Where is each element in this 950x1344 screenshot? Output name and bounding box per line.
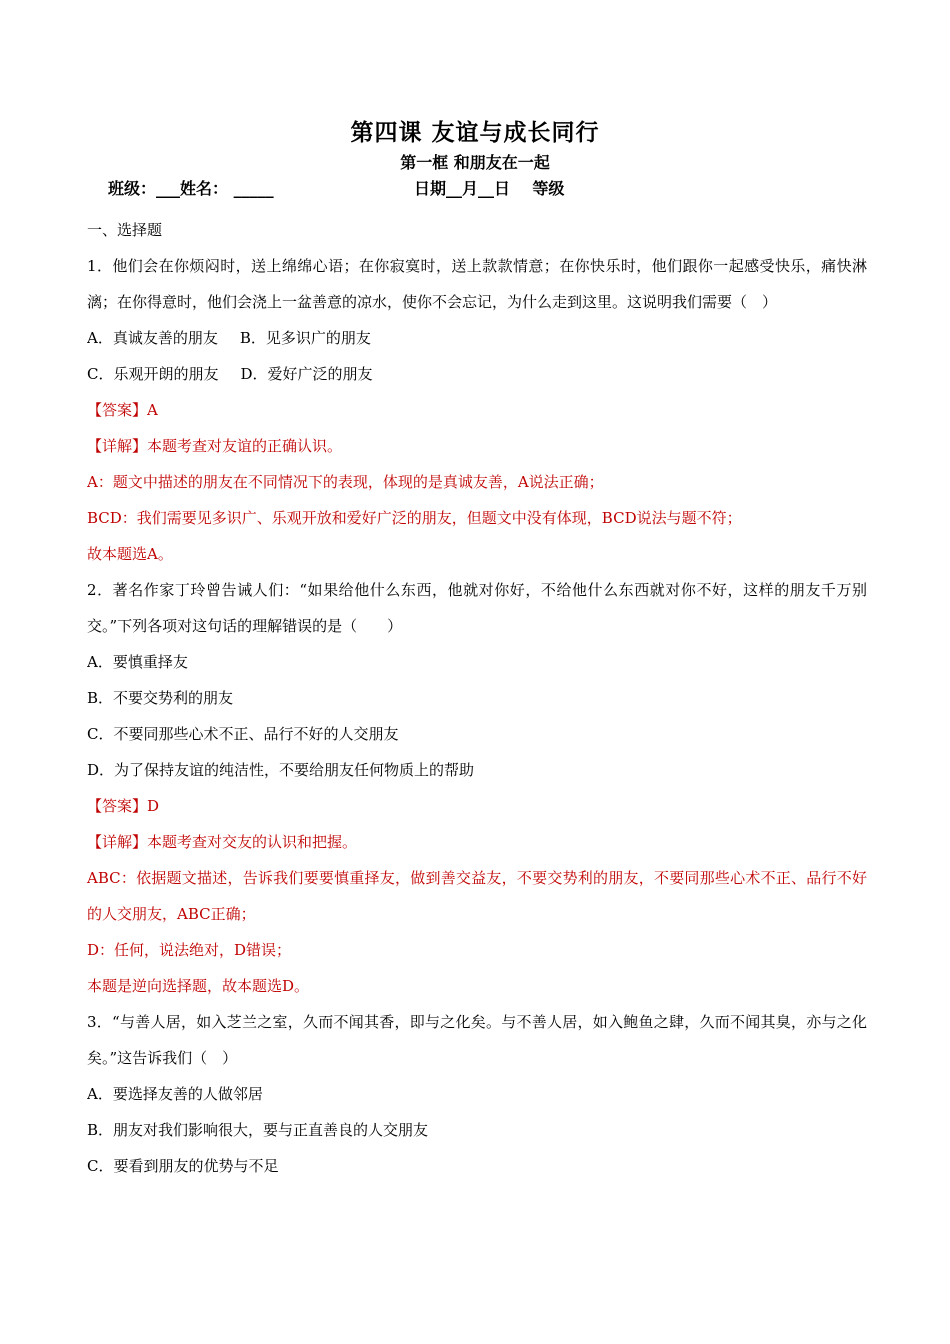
question-3-stem: 3．“与善人居，如入芝兰之室，久而不闻其香，即与之化矣。与不善人居，如入鲍鱼之肆，久而不闻其臭，亦与之化矣。”这告诉我们（ ） xyxy=(87,1013,867,1067)
date-grade-line xyxy=(414,176,564,199)
question-2-option-d: D．为了保持友谊的纯洁性，不要给朋友任何物质上的帮助 xyxy=(87,761,475,779)
question-1-options-row-2 xyxy=(87,356,867,392)
section-heading: 一、选择题 xyxy=(87,221,163,239)
question-3-option-c: C．要看到朋友的优势与不足 xyxy=(87,1157,279,1175)
question-2-option-c: C．不要同那些心术不正、品行不好的人交朋友 xyxy=(87,725,399,743)
class-name-line xyxy=(108,176,274,199)
question-2-conclusion: 本题是逆向选择题，故本题选D。 xyxy=(87,977,310,995)
question-2-stem: 2．著名作家丁玲曾告诫人们：“如果给他什么东西，他就对你好，不给他什么东西就对你不好，这样的朋友千万别交。”下列各项对这句话的理解错误的是（ ） xyxy=(87,581,867,635)
question-1-analysis-a: A：题文中描述的朋友在不同情况下的表现，体现的是真诚友善，A说法正确； xyxy=(87,473,604,491)
question-2-answer: 【答案】D xyxy=(87,797,160,815)
question-3-option-b: B．朋友对我们影响很大，要与正直善良的人交朋友 xyxy=(87,1121,429,1139)
question-1-analysis-bcd: BCD：我们需要见多识广、乐观开放和爱好广泛的朋友，但题文中没有体现，BCD说法与题不符； xyxy=(87,509,742,527)
question-2-option-b: B．不要交势利的朋友 xyxy=(87,689,234,707)
page-subtitle: 第一框 和朋友在一起 xyxy=(400,153,550,172)
question-1-option-d: D．爱好广泛的朋友 xyxy=(240,365,373,383)
class-label: 班级： xyxy=(108,179,157,198)
name-label: 姓名： xyxy=(180,179,229,198)
day-label: 日 xyxy=(494,179,511,198)
question-1-option-b: B．见多识广的朋友 xyxy=(239,329,371,347)
question-1-options-row-1 xyxy=(87,320,867,356)
question-2-option-a: A．要慎重择友 xyxy=(87,653,188,671)
question-1-conclusion: 故本题选A。 xyxy=(87,545,173,563)
question-3-option-a: A．要选择友善的人做邻居 xyxy=(87,1085,263,1103)
question-1-answer: 【答案】A xyxy=(87,401,158,419)
question-2-analysis-d: D：任何，说法绝对，D错误； xyxy=(87,941,292,959)
name-blank: _____ xyxy=(233,179,274,198)
date-blank-day: __ xyxy=(478,179,495,198)
question-1-detail: 【详解】本题考查对友谊的正确认识。 xyxy=(87,437,343,455)
grade-label: 等级 xyxy=(532,179,565,198)
question-1-option-c: C．乐观开朗的朋友 xyxy=(87,365,219,383)
page-title: 第四课 友谊与成长同行 xyxy=(350,119,600,146)
month-label: 月 xyxy=(462,179,479,198)
question-1-stem: 1．他们会在你烦闷时，送上绵绵心语；在你寂寞时，送上款款情意；在你快乐时，他们跟你一起感受快乐，痛快淋漓；在你得意时，他们会浇上一盆善意的凉水，使你不会忘记，为什么走到这里。这说明我们需要（ ） xyxy=(87,257,867,311)
class-blank: ___ xyxy=(156,179,181,198)
question-content xyxy=(87,212,867,1184)
date-blank-month: __ xyxy=(446,179,463,198)
question-2-analysis-abc: ABC：依据题文描述，告诉我们要要慎重择友，做到善交益友，不要交势利的朋友，不要同那些心术不正、品行不好的人交朋友，ABC正确； xyxy=(87,869,867,923)
question-1-option-a: A．真诚友善的朋友 xyxy=(87,329,218,347)
date-label: 日期 xyxy=(414,179,447,198)
question-2-detail: 【详解】本题考查对交友的认识和把握。 xyxy=(87,833,358,851)
